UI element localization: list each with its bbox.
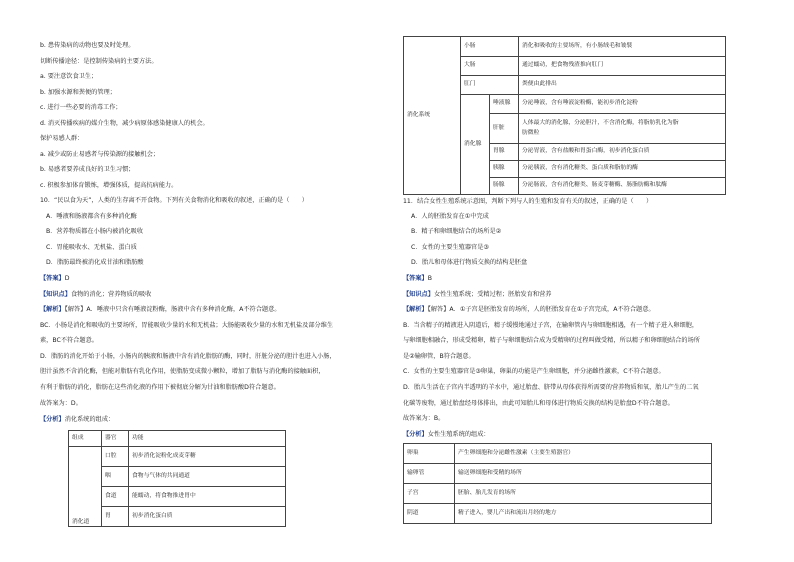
- table-cell: 胚胎、胎儿发育的场所: [455, 484, 712, 504]
- text-line: a. 减少或防止易感者与传染源的接触机会；: [40, 151, 160, 158]
- explanation-text: B．当含精子的精液进入阴道后，精子缓慢地通过子宫，在输卵管内与卵细胞相遇，有一个精子进入卵细胞，: [403, 322, 699, 329]
- table-cell: 小肠: [461, 37, 519, 57]
- option-a: A．唾液和肠液都含有多种消化酶: [46, 213, 137, 220]
- explanation-text: 有利于脂肪的消化，脂肪在这些消化液的作用下被彻底分解为甘油和脂肪酸D符合题意。: [40, 384, 280, 391]
- knowledge-value: 女性生殖系统；受精过程；胚胎发育和营养: [433, 291, 552, 298]
- table-cell: 产生卵细胞和分泌雌性激素（主要生殖器官）: [455, 444, 712, 464]
- analysis-text: 消化系统的组成：: [64, 416, 115, 423]
- option-b: B．营养物质都在小肠内被消化吸收: [46, 228, 144, 235]
- analysis-tag: 【分析】: [403, 431, 428, 438]
- analysis-line: [403, 432, 490, 438]
- table-cell: [519, 114, 726, 144]
- option-c: C．女性的主要生殖器官是③: [411, 244, 489, 251]
- table-cell: 食道: [102, 487, 129, 507]
- explanation-text: 化碳等废物，通过胎盘经母体排出，由此可知胎儿和母体进行物质交换的结构是胎盘D不符合题意。: [403, 400, 674, 407]
- table-cell: 卵巢: [404, 444, 455, 464]
- explanation-text: 是②输卵管，B符合题意。: [403, 353, 475, 360]
- table-cell: 胃: [102, 507, 129, 527]
- table-cell: 肝脏: [490, 114, 519, 144]
- text-line: b. 易感者要养成良好的卫生习惯；: [40, 166, 135, 173]
- text-line: a. 要注意饮食卫生；: [40, 73, 98, 80]
- digestive-table-part1: [68, 430, 286, 527]
- table-cell: 阴道: [404, 504, 455, 524]
- table-cell: 初步消化淀粉化成麦芽糖: [129, 447, 286, 467]
- table-cell: 通过蠕动，把食物残渣推向肛门: [519, 57, 726, 76]
- explanation-text: 胆汁虽然不含消化酶，但能对脂肪有乳化作用，使脂肪变成微小颗粒，增加了脂肪与消化酶的接触面积，: [40, 368, 325, 375]
- analysis-line: [40, 417, 114, 423]
- analysis-text: 女性生殖系统的组成：: [427, 431, 490, 438]
- explanation-text: BC．小肠是消化和吸收的主要场所，胃能吸收少量的水和无机盐；大肠能吸收少量的水和无机盐及部分维生: [40, 322, 334, 329]
- explanation-text: 【解答】A．唾液中只含有唾液淀粉酶，肠液中含有多种消化酶，A不符合题意。: [64, 306, 281, 313]
- table-cell: 胰腺: [490, 161, 519, 178]
- option-c: C．胃能吸收水、无机盐、蛋白质: [46, 244, 137, 251]
- explanation-tag: 【解析】: [40, 306, 65, 313]
- answer-value: B: [427, 275, 432, 282]
- text-line: c. 积极参加体育锻炼，增强体质，提高抗病能力。: [40, 182, 178, 189]
- question-stem: 11．结合女性生殖系统示意图，判断下列与人的生殖和发育有关的叙述，正确的是（ ）: [403, 198, 653, 205]
- explanation-line: [40, 307, 281, 313]
- table-cell: 分泌胰液，含有消化糖类、蛋白质和脂肪的酶: [519, 161, 726, 178]
- explanation-text: 故答案为：D。: [40, 400, 82, 407]
- table-cell: 胃腺: [490, 144, 519, 161]
- answer-tag: 【答案】: [403, 275, 428, 282]
- table-cell: 分泌胃液，含有盐酸和胃蛋白酶，初步消化蛋白质: [519, 144, 726, 161]
- option-a: A．人的胚胎发育在①中完成: [411, 213, 489, 220]
- table-cell: 输送卵细胞和受精的场所: [455, 464, 712, 484]
- table-cell: 子宫: [404, 484, 455, 504]
- answer-value: D: [64, 275, 70, 282]
- table-cell: 肛门: [461, 76, 519, 95]
- text-line: c. 进行一些必要的消毒工作；: [40, 104, 122, 111]
- question-stem: 10．“民以食为天”，人类的生存离不开食物。下列有关食物消化和吸收的叙述，正确的是（ ）: [40, 197, 308, 204]
- table-cell: 唾液腺: [490, 95, 519, 114]
- explanation-text: 故答案为：B。: [403, 415, 445, 422]
- table-cell-line: 人体最大的消化腺，分泌胆汁，不含消化酶，将脂肪乳化为脂: [522, 120, 679, 127]
- table-cell: 食物与气体的共同通道: [129, 467, 286, 487]
- text-line: d. 消灭传播疾病的媒介生物，减少病原体感染健康人的机会。: [40, 120, 209, 127]
- digestive-table-part2: [403, 36, 726, 195]
- table-cell: 分泌肠液，含有消化糖类、肠麦芽糖酶、肠脂肪酶和肽酶: [519, 178, 726, 195]
- option-b: B．精子和卵细胞结合的场所是②: [411, 228, 502, 235]
- explanation-text: D．胎儿生活在子宫内半透明的羊水中，通过胎盘、脐带从母体获得所需要的营养物质和氧，胎儿产生的二氧: [403, 384, 699, 391]
- explanation-text: 【解答】A．①子宫是胚胎发育的场所，人的胚胎发育在①子宫完成，A不符合题意。: [427, 306, 655, 313]
- option-d: D．脂肪最终被消化成甘油和脂肪酸: [46, 259, 144, 266]
- knowledge-tag: 【知识点】: [40, 291, 71, 298]
- reproductive-table: [403, 443, 712, 524]
- text-line: b. 患传染病的动物也要及时处理。: [40, 42, 135, 49]
- explanation-text: C．女性的主要生殖器官是③卵巢，卵巢的功能是产生卵细胞，并分泌雌性激素，C不符合题意。: [403, 368, 665, 375]
- analysis-tag: 【分析】: [40, 416, 65, 423]
- table-header: 器官: [102, 431, 129, 447]
- explanation-text: 与卵细胞相融合，形成受精卵，精子与卵细胞结合成为受精卵的过程叫做受精，所以精子和卵细胞结合的场所: [403, 337, 700, 344]
- knowledge-tag: 【知识点】: [403, 291, 434, 298]
- table-header: 组成: [69, 431, 102, 447]
- text-line: b. 加强水源和粪便的管理；: [40, 89, 116, 96]
- text-line: 切断传播途径：是控制传染病的主要方法。: [40, 58, 158, 65]
- table-group-cell: 消化腺: [461, 95, 490, 195]
- table-cell: 初步消化蛋白质: [129, 507, 286, 527]
- explanation-text: D．脂肪的消化开始于小肠，小肠内的胰液和肠液中含有消化脂肪的酶，同时，肝脏分泌的胆汁也进入小肠，: [40, 353, 336, 360]
- knowledge-line: [403, 292, 552, 298]
- table-cell: 输卵管: [404, 464, 455, 484]
- table-cell: 口腔: [102, 447, 129, 467]
- explanation-text: 素，BC不符合题意。: [40, 337, 98, 344]
- table-cell: 肠腺: [490, 178, 519, 195]
- table-cell-line: 肪微粒: [522, 129, 540, 136]
- table-group-cell: 消化道: [69, 447, 102, 527]
- explanation-tag: 【解析】: [403, 306, 428, 313]
- table-cell: 分泌唾液，含有唾液淀粉酶，能初步消化淀粉: [519, 95, 726, 114]
- table-header: 功能: [129, 431, 286, 447]
- knowledge-line: [40, 292, 151, 298]
- table-cell: 能蠕动，将食物推进胃中: [129, 487, 286, 507]
- knowledge-value: 食物的消化；营养物质的吸收: [70, 291, 152, 298]
- option-d: D．胎儿和母体进行物质交换的结构是胚盘: [411, 259, 528, 266]
- table-cell: 粪便由此排出: [519, 76, 726, 95]
- table-cell: 大肠: [461, 57, 519, 76]
- answer-line: [403, 276, 432, 282]
- table-cell: 咽: [102, 467, 129, 487]
- table-cell: 消化和吸收的主要场所，有小肠绒毛和皱襞: [519, 37, 726, 57]
- answer-tag: 【答案】: [40, 275, 65, 282]
- text-line: 保护易感人群：: [40, 135, 84, 142]
- table-cell: 精子进入，婴儿产出和流出月经的地方: [455, 504, 712, 524]
- explanation-line: [403, 307, 655, 313]
- answer-line: [40, 276, 70, 282]
- table-system-cell: 消化系统: [404, 37, 461, 195]
